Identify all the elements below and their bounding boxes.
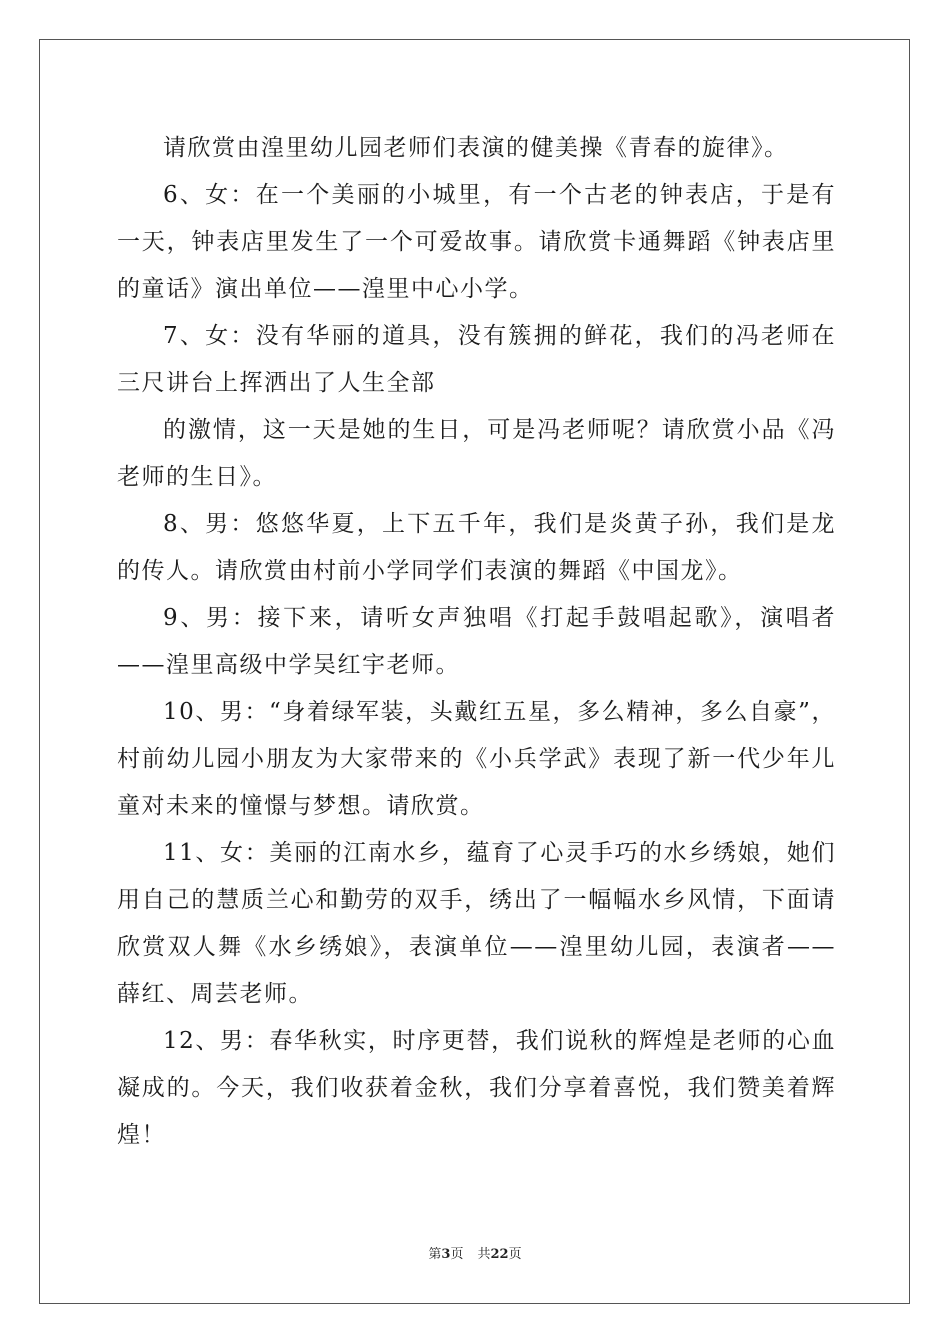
total-prefix: 共 xyxy=(477,1247,491,1262)
document-body xyxy=(117,125,836,1159)
paragraph: 6、女：在一个美丽的小城里，有一个古老的钟表店，于是有一天，钟表店里发生了一个可爱故事。请欣赏卡通舞蹈《钟表店里的童话》演出单位——湟里中心小学。 xyxy=(117,182,836,302)
total-suffix: 页 xyxy=(508,1247,522,1262)
page-footer xyxy=(0,1246,950,1264)
page-number: 3 xyxy=(441,1247,451,1262)
paragraph: 的激情，这一天是她的生日，可是冯老师呢？请欣赏小品《冯老师的生日》。 xyxy=(117,417,836,490)
page-suffix: 页 xyxy=(450,1247,464,1262)
paragraph: 11、女：美丽的江南水乡，蕴育了心灵手巧的水乡绣娘，她们用自己的慧质兰心和勤劳的双手，绣出了一幅幅水乡风情，下面请欣赏双人舞《水乡绣娘》，表演单位——湟里幼儿园，表演者——薛红、周芸老师。 xyxy=(117,840,836,1007)
page-prefix: 第 xyxy=(428,1247,442,1262)
paragraph: 12、男：春华秋实，时序更替，我们说秋的辉煌是老师的心血凝成的。今天，我们收获着金秋，我们分享着喜悦，我们赞美着辉煌！ xyxy=(117,1028,836,1148)
paragraph: 9、男：接下来，请听女声独唱《打起手鼓唱起歌》，演唱者——湟里高级中学吴红宇老师。 xyxy=(117,605,836,678)
total-pages: 22 xyxy=(490,1247,509,1262)
paragraph: 10、男：“身着绿军装，头戴红五星，多么精神，多么自豪”，村前幼儿园小朋友为大家带来的《小兵学武》表现了新一代少年儿童对未来的憧憬与梦想。请欣赏。 xyxy=(117,699,836,819)
paragraph: 7、女：没有华丽的道具，没有簇拥的鲜花，我们的冯老师在三尺讲台上挥洒出了人生全部 xyxy=(117,323,836,396)
paragraph: 8、男：悠悠华夏，上下五千年，我们是炎黄子孙，我们是龙的传人。请欣赏由村前小学同学们表演的舞蹈《中国龙》。 xyxy=(117,511,836,584)
paragraph: 请欣赏由湟里幼儿园老师们表演的健美操《青春的旋律》。 xyxy=(163,135,789,161)
